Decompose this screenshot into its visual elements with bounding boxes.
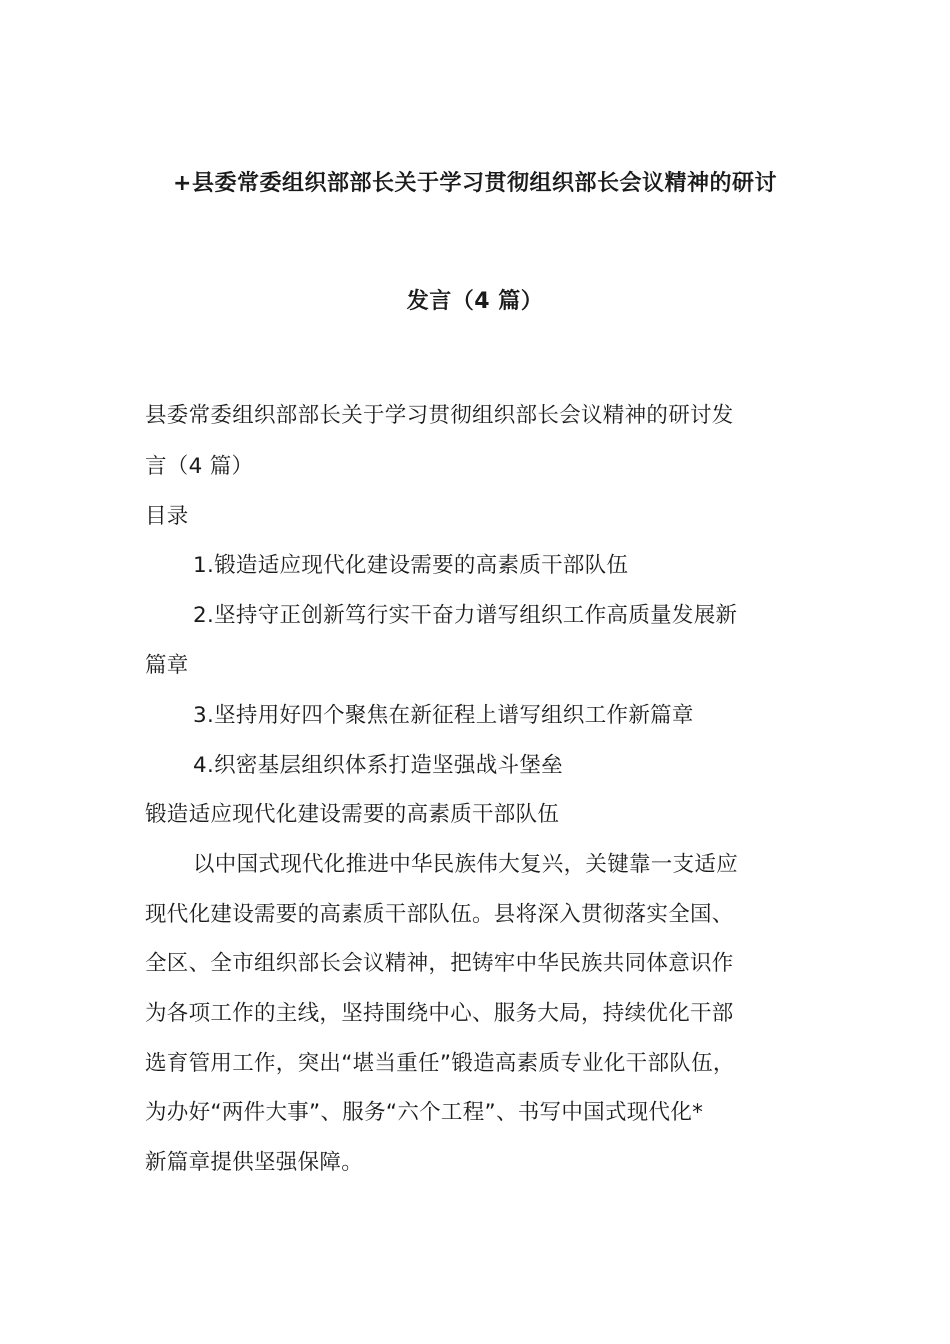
section-title: 锻造适应现代化建设需要的高素质干部队伍 <box>145 802 560 827</box>
paragraph-line: 为办好“两件大事”、服务“六个工程”、书写中国式现代化* <box>145 1100 704 1125</box>
document-title-line-1: +县委常委组织部部长关于学习贯彻组织部长会议精神的研讨 <box>173 171 777 196</box>
heading-line-1: 县委常委组织部部长关于学习贯彻组织部长会议精神的研讨发 <box>145 403 734 428</box>
paragraph-line: 新篇章提供坚强保障。 <box>145 1150 364 1175</box>
paragraph-line: 为各项工作的主线，坚持围绕中心、服务大局，持续优化干部 <box>145 1001 734 1026</box>
toc-item-3: 3.坚持用好四个聚焦在新征程上谱写组织工作新篇章 <box>193 703 694 728</box>
toc-item-4: 4.织密基层组织体系打造坚强战斗堡垒 <box>193 753 563 778</box>
paragraph-line: 选育管用工作，突出“堪当重任”锻造高素质专业化干部队伍， <box>145 1051 735 1076</box>
paragraph-line: 全区、全市组织部长会议精神，把铸牢中华民族共同体意识作 <box>145 951 734 976</box>
toc-item-1: 1.锻造适应现代化建设需要的高素质干部队伍 <box>193 553 629 578</box>
toc-item-2-line-2: 篇章 <box>145 653 189 678</box>
document-title-line-2: 发言（4 篇） <box>406 289 544 314</box>
toc-item-2-line-1: 2.坚持守正创新笃行实干奋力谱写组织工作高质量发展新 <box>193 603 738 628</box>
paragraph-line: 以中国式现代化推进中华民族伟大复兴，关键靠一支适应 <box>193 852 739 877</box>
paragraph-line: 现代化建设需要的高素质干部队伍。县将深入贯彻落实全国、 <box>145 902 734 927</box>
toc-label: 目录 <box>145 504 189 529</box>
heading-line-2: 言（4 篇） <box>145 454 254 479</box>
